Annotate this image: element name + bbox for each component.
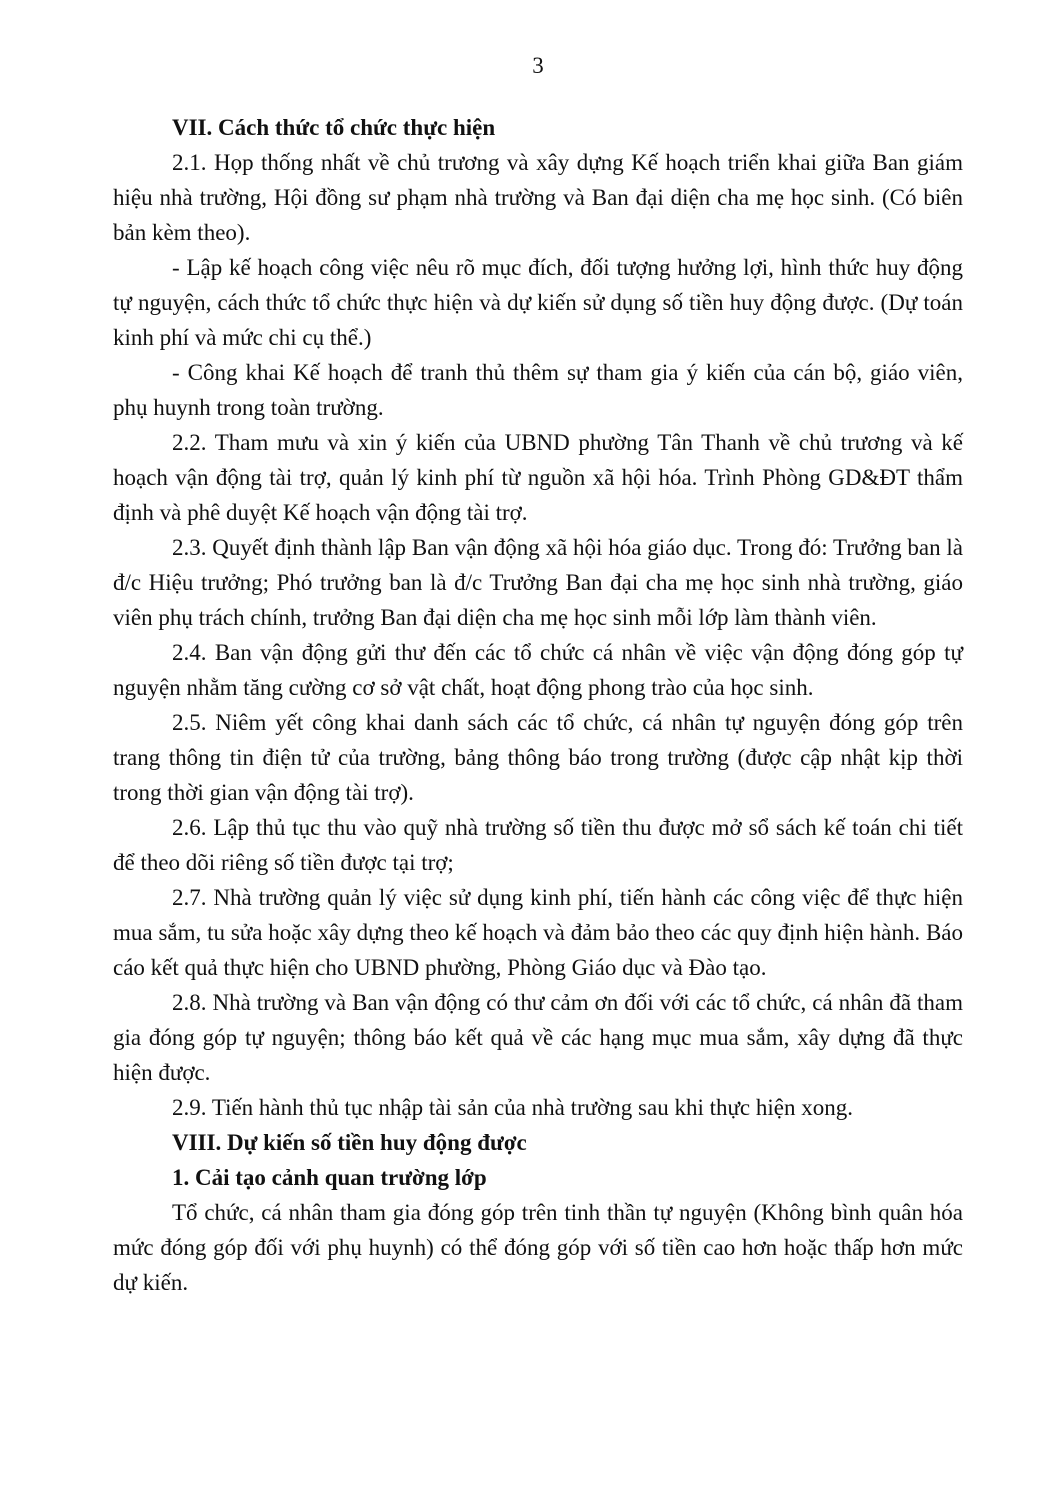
section-heading-vii: VII. Cách thức tổ chức thực hiện [172,115,496,140]
paragraph-to-chuc-ca-nhan: Tổ chức, cá nhân tham gia đóng góp trên tinh thần tự nguyện (Không bình quân hóa mức đóng góp đối với phụ huynh) có thể đóng góp với số tiền cao hơn hoặc thấp hơn mức dự kiến. [113,1200,963,1295]
paragraph-2-9: 2.9. Tiến hành thủ tục nhập tài sản của nhà trường sau khi thực hiện xong. [172,1095,853,1120]
paragraph-2-1: 2.1. Họp thống nhất về chủ trương và xây dựng Kế hoạch triển khai giữa Ban giám hiệu nhà trường, Hội đồng sư phạm nhà trường và Ban đại diện cha mẹ học sinh. (Có biên bản kèm theo). [113,150,963,245]
paragraph-dash-lap-ke-hoach: - Lập kế hoạch công việc nêu rõ mục đích, đối tượng hưởng lợi, hình thức huy động tự nguyện, cách thức tổ chức thực hiện và dự kiến sử dụng số tiền huy động được. (Dự toán kinh phí và mức chi cụ thể.) [113,255,963,350]
subsection-heading-1: 1. Cải tạo cảnh quan trường lớp [172,1165,487,1190]
paragraph-2-5: 2.5. Niêm yết công khai danh sách các tổ chức, cá nhân tự nguyện đóng góp trên trang thông tin điện tử của trường, bảng thông báo trong trường (được cập nhật kịp thời trong thời gian vận động tài trợ). [113,710,963,805]
paragraph-2-2: 2.2. Tham mưu và xin ý kiến của UBND phường Tân Thanh về chủ trương và kế hoạch vận động tài trợ, quản lý kinh phí từ nguồn xã hội hóa. Trình Phòng GD&ĐT thẩm định và phê duyệt Kế hoạch vận động tài trợ. [113,430,963,525]
paragraph-2-3: 2.3. Quyết định thành lập Ban vận động xã hội hóa giáo dục. Trong đó: Trưởng ban là đ/c Hiệu trưởng; Phó trưởng ban là đ/c Trưởng Ban đại cha mẹ học sinh nhà trường, giáo viên phụ trách chính, trưởng Ban đại diện cha mẹ học sinh mỗi lớp làm thành viên. [113,535,963,630]
section-heading-viii: VIII. Dự kiến số tiền huy động được [172,1130,527,1155]
paragraph-dash-cong-khai: - Công khai Kế hoạch để tranh thủ thêm sự tham gia ý kiến của cán bộ, giáo viên, phụ huynh trong toàn trường. [113,360,963,420]
page-number: 3 [532,53,544,78]
paragraph-2-8: 2.8. Nhà trường và Ban vận động có thư cảm ơn đối với các tổ chức, cá nhân đã tham gia đóng góp tự nguyện; thông báo kết quả về các hạng mục mua sắm, xây dựng đã thực hiện được. [113,990,963,1085]
paragraph-2-7: 2.7. Nhà trường quản lý việc sử dụng kinh phí, tiến hành các công việc để thực hiện mua sắm, tu sửa hoặc xây dựng theo kế hoạch và đảm bảo theo các quy định hiện hành. Báo cáo kết quả thực hiện cho UBND phường, Phòng Giáo dục và Đào tạo. [113,885,963,980]
paragraph-2-4: 2.4. Ban vận động gửi thư đến các tổ chức cá nhân về việc vận động đóng góp tự nguyện nhằm tăng cường cơ sở vật chất, hoạt động phong trào của học sinh. [113,640,963,700]
paragraph-2-6: 2.6. Lập thủ tục thu vào quỹ nhà trường số tiền thu được mở sổ sách kế toán chi tiết để theo dõi riêng số tiền được tại trợ; [113,815,963,875]
